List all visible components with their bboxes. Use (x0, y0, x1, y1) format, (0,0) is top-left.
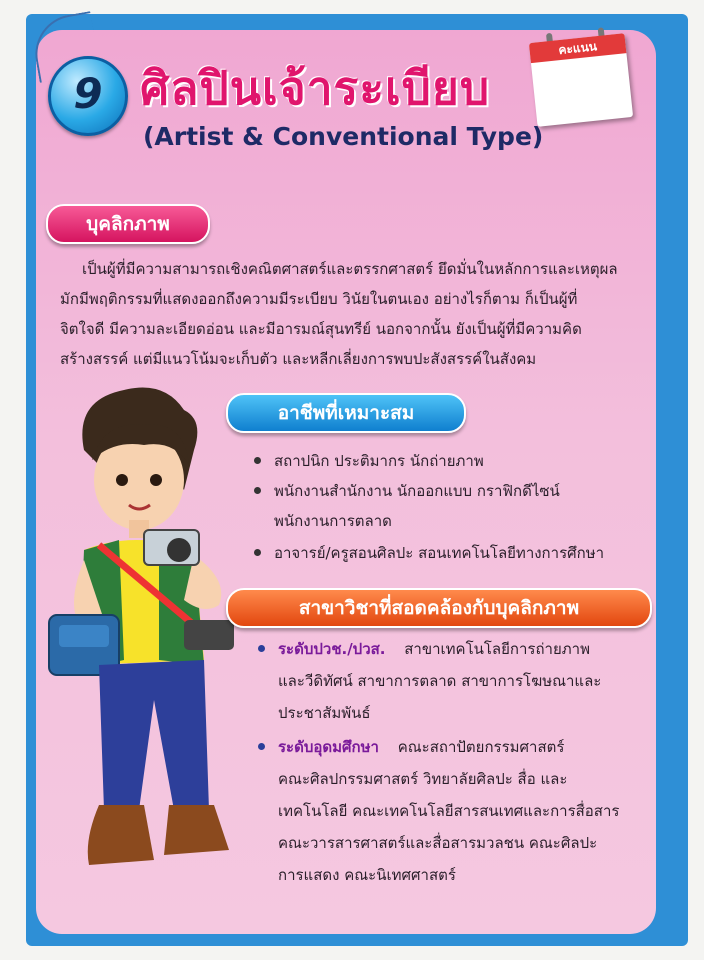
title-english: (Artist & Conventional Type) (143, 122, 544, 151)
bullet-dot-icon (254, 457, 261, 464)
personality-line: สร้างสรรค์ แต่มีแนวโน้มจะเก็บตัว และหลีกเลี่ยงการพบปะสังสรรค์ในสังคม (60, 350, 537, 368)
career-text: สถาปนิก ประติมากร นักถ่ายภาพ (274, 452, 484, 470)
level-label: ระดับอุดมศึกษา (278, 738, 379, 756)
number-badge (48, 56, 128, 136)
field-text: การแสดง คณะนิเทศศาสตร์ (278, 866, 456, 884)
bullet-dot-icon (254, 549, 261, 556)
field-text: คณะวารสารศาสตร์และสื่อสารมวลชน คณะศิลปะ (278, 834, 598, 852)
personality-line: จิตใจดี มีความละเอียดอ่อน และมีอารมณ์สุนทรีย์ นอกจากนั้น ยังเป็นผู้ที่มีความคิด (60, 320, 582, 338)
field-text: เทคโนโลยี คณะเทคโนโลยีสารสนเทศและการสื่อสาร (278, 802, 620, 820)
field-text: คณะสถาปัตยกรรมศาสตร์ (397, 738, 565, 756)
level-label: ระดับปวช./ปวส. (278, 640, 386, 658)
personality-line: เป็นผู้ที่มีความสามารถเชิงคณิตศาสตร์และตรรกศาสตร์ ยึดมั่นในหลักการและเหตุผล (82, 260, 618, 278)
career-text: พนักงานการตลาด (274, 512, 392, 530)
career-text: พนักงานสำนักงาน นักออกแบบ กราฟิกดีไซน์ (274, 482, 560, 500)
boy-photographer-illustration (44, 380, 264, 890)
personality-heading: บุคลิกภาพ (46, 204, 210, 244)
bullet-dot-icon (258, 743, 265, 750)
field-text: และวีดิทัศน์ สาขาการตลาด สาขาการโฆษณาและ (278, 672, 602, 690)
bullet-dot-icon (254, 487, 261, 494)
field-text: คณะศิลปกรรมศาสตร์ วิทยาลัยศิลปะ สื่อ และ (278, 770, 568, 788)
career-text: อาจารย์/ครูสอนศิลปะ สอนเทคโนโลยีทางการศึกษา (274, 544, 605, 562)
title-thai: ศิลปินเจ้าระเบียบ (140, 61, 491, 115)
calendar-label: คะแนน (529, 33, 627, 63)
fields-heading: สาขาวิชาที่สอดคล้องกับบุคลิกภาพ (226, 588, 652, 628)
personality-line: มักมีพฤติกรรมที่แสดงออกถึงความมีระเบียบ วินัยในตนเอง อย่างไรก็ตาม ก็เป็นผู้ที่ (60, 290, 578, 308)
field-text: ประชาสัมพันธ์ (278, 704, 371, 722)
field-text: สาขาเทคโนโลยีการถ่ายภาพ (404, 640, 590, 658)
number-text: 9 (73, 69, 103, 118)
bullet-dot-icon (258, 645, 265, 652)
careers-heading: อาชีพที่เหมาะสม (226, 393, 466, 433)
calendar-icon (529, 33, 633, 127)
personality-paragraph (60, 254, 652, 374)
